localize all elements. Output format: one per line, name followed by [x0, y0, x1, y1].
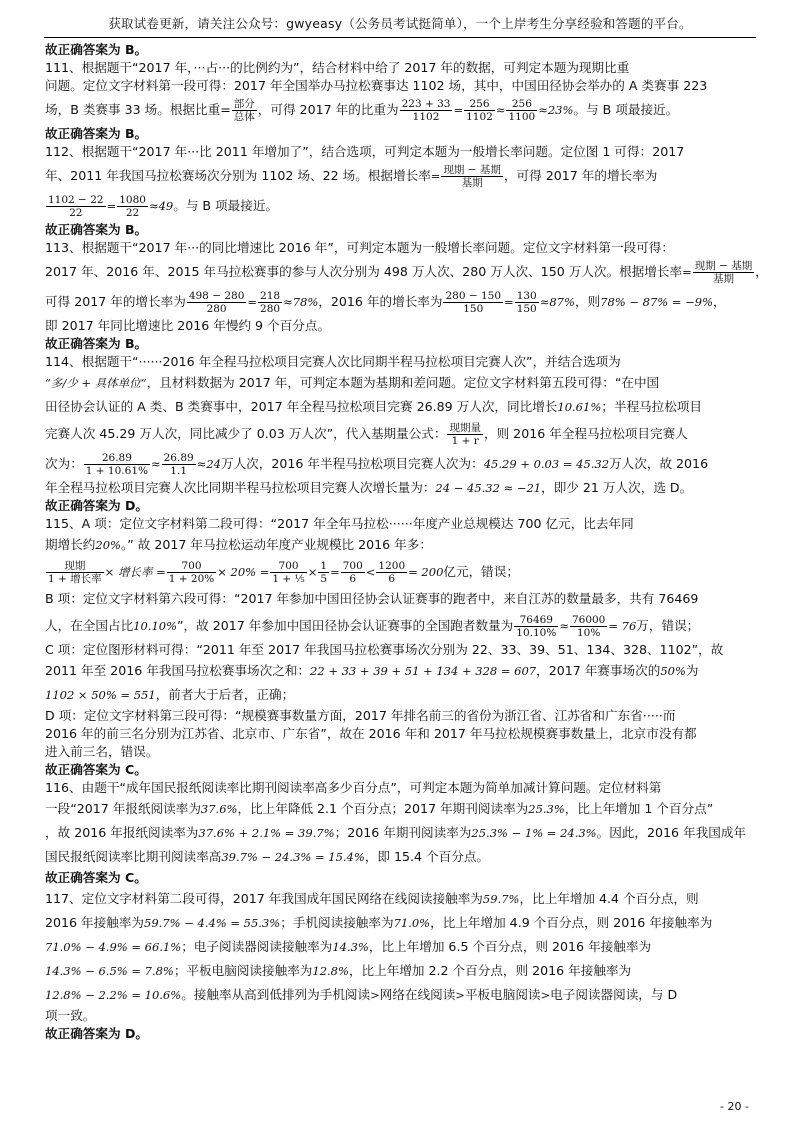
denominator: 1 + 20%	[168, 573, 215, 585]
numerator: 223 + 33	[401, 98, 451, 110]
q114-line-4	[45, 419, 759, 449]
q115-line-7	[45, 659, 759, 683]
formula: 39.7% − 24.3% = 15.4%	[221, 850, 365, 864]
q117-line-5	[45, 983, 759, 1007]
q115-line-5	[45, 611, 759, 641]
text-span: 。与 B 项最接近。	[173, 198, 279, 213]
formula: 12.8% − 2.2% = 10.6%	[45, 988, 182, 1002]
numerator: 1	[320, 560, 328, 572]
text-span: ，	[713, 294, 726, 309]
formula: 71.0%	[393, 916, 431, 930]
denominator: 10.10%	[516, 627, 557, 639]
text-span: ，	[755, 264, 768, 279]
q117-line-2	[45, 911, 759, 935]
numerator: 现期	[46, 560, 104, 573]
q113-line-4: 即 2017 年同比增速比 2016 年慢约 9 个百分点。	[45, 318, 331, 333]
denominator: 280	[206, 303, 227, 315]
text-span: 人，在全国占比	[45, 618, 134, 633]
formula: 1102 × 50% = 551	[45, 688, 156, 702]
numerator: 76469	[514, 614, 558, 627]
q113-line-1: 113、根据题干“2017 年···的同比增速比 2016 年”，可判定本题为一般增长率问题。定位文字材料第一段可得：	[45, 240, 674, 255]
formula: 10.61%	[557, 400, 602, 414]
fraction	[506, 98, 537, 123]
text-span: ，比上年降低 2.1 个百分点；2017 年期刊阅读率为	[237, 801, 529, 816]
numerator: 700	[270, 560, 306, 573]
fraction	[570, 614, 607, 639]
q116-line-4	[45, 845, 759, 869]
text-span: 平板电脑阅读	[464, 987, 541, 1002]
q112-line-3	[45, 191, 759, 221]
text-span: ，比上年增加 2.2 个百分点，则 2016 年接触率为	[348, 963, 632, 978]
text-span: ，故 2016 年报纸阅读率为	[45, 825, 199, 840]
text-span: ，比上年增加 1 个百分点”	[564, 801, 714, 816]
solution-text	[45, 41, 768, 1043]
denominator: 1.1	[170, 465, 187, 477]
q114-line-3	[45, 395, 759, 419]
formula: =	[504, 295, 514, 309]
q116-line-2	[45, 797, 759, 821]
text-span: 可得 2017 年的增长率为	[45, 294, 186, 309]
q111-line-1: 111、根据题干“2017 年，···占···的比例约为”，结合材料中给了 2017 年的数据，可判定本题为现期比重	[45, 60, 630, 75]
formula: ≈23%	[538, 103, 574, 117]
formula: <	[365, 565, 376, 579]
text-span: 2016 年接触率为	[45, 915, 145, 930]
denominator: 1 + 10.61%	[85, 465, 148, 477]
q115-line-11: 进入前三名，错误。	[45, 744, 159, 759]
text-span: ，且材料数据为 2017 年，可判定本题为基期和差问题。定位文字材料第五段可得：“在中国	[146, 375, 660, 390]
formula: ≈	[150, 457, 161, 471]
formula: ≈	[559, 619, 569, 633]
fraction	[187, 290, 247, 315]
denominator: 总体	[233, 111, 255, 123]
text-span: ，比上年增加 6.5 个百分点，则 2016 年接触率为	[368, 939, 652, 954]
text-span: ，即少 21 万人次，选 D。	[541, 480, 693, 495]
answer-line: 故正确答案为 B。	[45, 42, 148, 57]
formula: “多/少 + 具体单位”	[45, 376, 147, 390]
fraction	[232, 98, 257, 123]
fraction	[341, 560, 365, 585]
text-span: ，可得 2017 年的比重为	[257, 102, 399, 117]
denominator: 22	[69, 207, 83, 219]
formula: ≈78%	[283, 295, 319, 309]
denominator: 22	[125, 207, 140, 219]
numerator: 1102 − 22	[48, 194, 104, 206]
answer-line: 故正确答案为 C。	[45, 762, 147, 777]
q115-line-10: 2016 年的前三名分别为江苏省、北京市、广东省”，故在 2016 年和 2017 年马拉松规模赛事数量上，北京市没有都	[45, 726, 697, 741]
formula: 59.7%	[482, 892, 520, 906]
answer-line: 故正确答案为 B。	[45, 126, 148, 141]
text-span: 。” 故 2017 年马拉松运动年度产业规模比 2016 年多：	[120, 537, 432, 552]
q117-line-6: 项一致。	[45, 1008, 96, 1023]
numerator: 76000	[571, 614, 606, 626]
fraction	[443, 290, 503, 315]
text-span: ，比上年增加 4.9 个百分点，则 2016 年接触率为	[430, 915, 713, 930]
formula: 24 − 45.32 ≈ −21	[435, 481, 542, 495]
text-span: 万，错误；	[636, 618, 700, 633]
numerator: 部分	[233, 98, 255, 110]
formula: 45.29 + 0.03 = 45.32	[483, 457, 610, 471]
q115-line-2	[45, 533, 759, 557]
numerator: 280 − 150	[445, 290, 502, 302]
denominator: 基期	[461, 177, 483, 189]
fraction	[162, 452, 196, 477]
text-span: 田径协会认证的 A 类、B 类赛事中，2017 年全程马拉松项目完赛 26.89 万人次，同比增长	[45, 399, 558, 414]
denominator: 1 + ⅕	[272, 573, 305, 585]
formula: =	[453, 103, 464, 117]
text-span: 完赛人次 45.29 万人次，同比减少了 0.03 万人次”，代入基期量公式：	[45, 426, 447, 441]
fraction	[376, 560, 407, 585]
q113-line-2	[45, 257, 768, 287]
q114-line-1: 114、根据题干“······2016 年全程马拉松项目完赛人次比同期半程马拉松项目完赛人次”，并结合选项为	[45, 354, 621, 369]
numerator: 256	[506, 98, 537, 111]
text-span: 期增长约	[45, 537, 96, 552]
formula: ≈	[495, 103, 506, 117]
numerator: 498 − 280	[188, 290, 245, 302]
numerator: 26.89	[163, 452, 194, 464]
text-span: ；2016 年期刊阅读率为	[334, 825, 472, 840]
numerator: 700	[167, 560, 217, 573]
text-span: 一段“2017 年报纸阅读率为	[45, 801, 201, 816]
denominator: 1102	[466, 111, 493, 123]
text-span: ，可得 2017 年的增长率为	[503, 168, 658, 183]
q115-line-9: D 项：定位文字材料第三段可得：“规模赛事数量方面，2017 年排名前三的省份为浙江省、江苏省和广东省·····而	[45, 708, 676, 723]
formula: 20%	[95, 538, 121, 552]
fraction	[46, 194, 106, 219]
text-span: ；电子阅读器阅读接触率为	[181, 939, 333, 954]
denominator: 1 + r	[451, 435, 479, 447]
q115-line-6: C 项：定位图形材料可得：“2011 年至 2017 年我国马拉松赛事场次分别为 22、33、39、51、134、328、1102”，故	[45, 642, 724, 657]
text-span: ，前者大于后者，正确；	[155, 687, 295, 702]
page-header: 获取试卷更新，请关注公众号：gwyeasy（公务员考试挺简单），一个上岸考生分享经验和答题的平台。	[108, 16, 692, 31]
q111-line-2: 问题。定位文字材料第一段可得：2017 年全国举办马拉松赛事达 1102 场，其中，中国田径协会举办的 A 类赛事 223	[45, 78, 708, 93]
text-span: ，则	[574, 294, 601, 309]
formula: =	[247, 295, 258, 309]
text-span: 次为：	[45, 456, 83, 471]
fraction	[46, 560, 104, 585]
q114-line-2	[45, 371, 759, 395]
text-span: 万人次，2016 年半程马拉松项目完赛人次为：	[220, 456, 484, 471]
numerator: 现期 − 基期	[443, 164, 501, 176]
formula: 37.6% + 2.1% = 39.7%	[198, 826, 335, 840]
formula: × 增长率 =	[104, 565, 166, 579]
formula: 14.3% − 6.5% = 7.8%	[45, 964, 174, 978]
text-span: 年、2011 年我国马拉松赛场次分别为 1102 场、22 场。根据增长率	[45, 168, 431, 183]
text-span: ，2017 年赛事场次的	[536, 663, 661, 678]
page-number: - 20 -	[720, 1100, 749, 1113]
formula: 59.7% − 4.4% = 55.3%	[144, 916, 281, 930]
formula: 71.0% − 4.9% = 66.1%	[45, 940, 182, 954]
denominator: 1102	[412, 111, 440, 123]
formula: =	[106, 199, 117, 213]
q115-line-3	[45, 557, 759, 587]
q112-line-1: 112、根据题干“2017 年···比 2011 年增加了”，结合选项，可判定本题为一般增长率问题。定位图 1 可得：2017	[45, 144, 685, 159]
fraction	[270, 560, 306, 585]
fraction	[117, 194, 148, 219]
fraction	[447, 422, 483, 447]
fraction	[441, 164, 502, 189]
answer-line: 故正确答案为 C。	[45, 870, 147, 885]
formula: 10.10%	[133, 619, 178, 633]
numerator: 1080	[119, 194, 146, 206]
denominator: 1100	[508, 111, 536, 123]
q115-line-8	[45, 683, 759, 707]
text-span: 亿元，错误；	[443, 564, 519, 579]
fraction	[84, 452, 150, 477]
fraction	[514, 614, 558, 639]
numerator: 26.89	[84, 452, 150, 465]
formula: 25.3%	[528, 802, 565, 816]
fraction	[464, 98, 495, 123]
text-span: ，比上年增加 4.4 个百分点，则	[519, 891, 699, 906]
fraction	[258, 290, 282, 315]
formula: =	[682, 265, 692, 279]
formula: =	[430, 169, 441, 183]
text-span: 。因此，2016 年我国成年	[596, 825, 747, 840]
numerator: 1200	[378, 560, 406, 572]
formula: = 200	[408, 565, 444, 579]
text-span: 万人次，故 2016	[609, 456, 709, 471]
text-span: ；半程马拉松项目	[601, 399, 702, 414]
q111-line-3	[45, 95, 759, 125]
formula: × 20% =	[217, 565, 270, 579]
text-span: 。接触率从高到低排列为手机阅读	[181, 987, 371, 1002]
denominator: 1 + 增长率	[48, 573, 102, 585]
q112-line-2	[45, 161, 759, 191]
formula: ×	[307, 565, 318, 579]
denominator: 150	[463, 303, 484, 315]
denominator: 280	[260, 303, 281, 315]
text-span: 网络在线阅读	[379, 987, 456, 1002]
denominator: 5	[320, 573, 328, 585]
denominator: 6	[388, 573, 396, 585]
text-span: 电子阅读器阅读，与 D	[550, 987, 678, 1002]
formula: = 76	[608, 619, 637, 633]
q117-line-1	[45, 887, 759, 911]
numerator: 现期量	[449, 422, 481, 434]
text-span: 为	[685, 663, 699, 678]
text-span: ，2016 年的增长率为	[318, 294, 443, 309]
text-span: 117、定位文字材料第二段可得，2017 年我国成年国民网络在线阅读接触率为	[45, 891, 483, 906]
formula: 78% − 87% = −9%	[600, 295, 714, 309]
formula: 12.8%	[312, 964, 349, 978]
formula: 22 + 33 + 39 + 51 + 134 + 328 = 607	[310, 664, 537, 678]
denominator: 10%	[576, 627, 601, 639]
answer-line: 故正确答案为 D。	[45, 498, 148, 513]
formula: ≈24	[196, 457, 221, 471]
text-span: ，则 2016 年全程马拉松项目完赛人	[483, 426, 688, 441]
fraction	[400, 98, 453, 123]
q116-line-3	[45, 821, 759, 845]
header-divider	[44, 37, 756, 38]
answer-line: 故正确答案为 D。	[45, 1026, 148, 1041]
text-span: 国民报纸阅读率比期刊阅读率高	[45, 849, 222, 864]
q117-line-4	[45, 959, 759, 983]
text-span: ；平板电脑阅读接触率为	[173, 963, 313, 978]
formula: ≈87%	[539, 295, 575, 309]
formula: 14.3%	[332, 940, 369, 954]
fraction	[318, 560, 329, 585]
q114-line-5	[45, 449, 759, 479]
fraction	[167, 560, 217, 585]
formula: =	[330, 565, 340, 579]
formula: 37.6%	[200, 802, 238, 816]
formula: ≈49	[148, 199, 174, 213]
q116-line-1: 116、由题干“成年国民报纸阅读率比期刊阅读率高多少百分点”，可判定本题为简单加减计算问题。定位材料第	[45, 780, 662, 795]
numerator: 218	[260, 290, 281, 302]
fraction	[515, 290, 539, 315]
text-span: ；手机阅读接触率为	[280, 915, 394, 930]
q115-line-1: 115、A 项：定位文字材料第二段可得：“2017 年全年马拉松······年度产业总规模达 700 亿元，比去年同	[45, 516, 634, 531]
denominator: 基期	[712, 273, 734, 285]
denominator: 150	[516, 303, 537, 315]
formula: 25.3% − 1% = 24.3%	[471, 826, 597, 840]
answer-line: 故正确答案为 B。	[45, 222, 148, 237]
text-span: ，即 15.4 个百分点。	[364, 849, 490, 864]
text-span: 2011 年至 2016 年我国马拉松赛事场次之和：	[45, 663, 311, 678]
text-span: 场，B 类赛事 33 场。根据比重=	[45, 102, 231, 117]
text-span: 。与 B 项最接近。	[573, 102, 679, 117]
numerator: 700	[342, 560, 363, 572]
numerator: 现期 − 基期	[694, 260, 753, 272]
formula: >	[370, 988, 380, 1002]
q117-line-3	[45, 935, 759, 959]
numerator: 130	[516, 290, 537, 302]
formula: 50%	[660, 664, 686, 678]
q113-line-3	[45, 287, 759, 317]
q114-line-6	[45, 479, 759, 497]
denominator: 6	[349, 573, 357, 585]
answer-line: 故正确答案为 B。	[45, 336, 148, 351]
numerator: 256	[464, 98, 495, 111]
text-span: 年全程马拉松项目完赛人次比同期半程马拉松项目完赛人次增长量为：	[45, 480, 436, 495]
text-span: 2017 年、2016 年、2015 年马拉松赛事的参与人次分别为 498 万人次、280 万人次、150 万人次。根据增长率	[45, 264, 683, 279]
q115-line-4: B 项：定位文字材料第六段可得：“2017 年参加中国田径协会认证赛事的跑者中，来自江苏的数量最多，共有 76469	[45, 591, 699, 606]
fraction	[693, 260, 754, 285]
formula: >	[540, 988, 551, 1002]
formula: >	[455, 988, 465, 1002]
text-span: ”，故 2017 年参加中国田径协会认证赛事的全国跑者数量为	[177, 618, 514, 633]
